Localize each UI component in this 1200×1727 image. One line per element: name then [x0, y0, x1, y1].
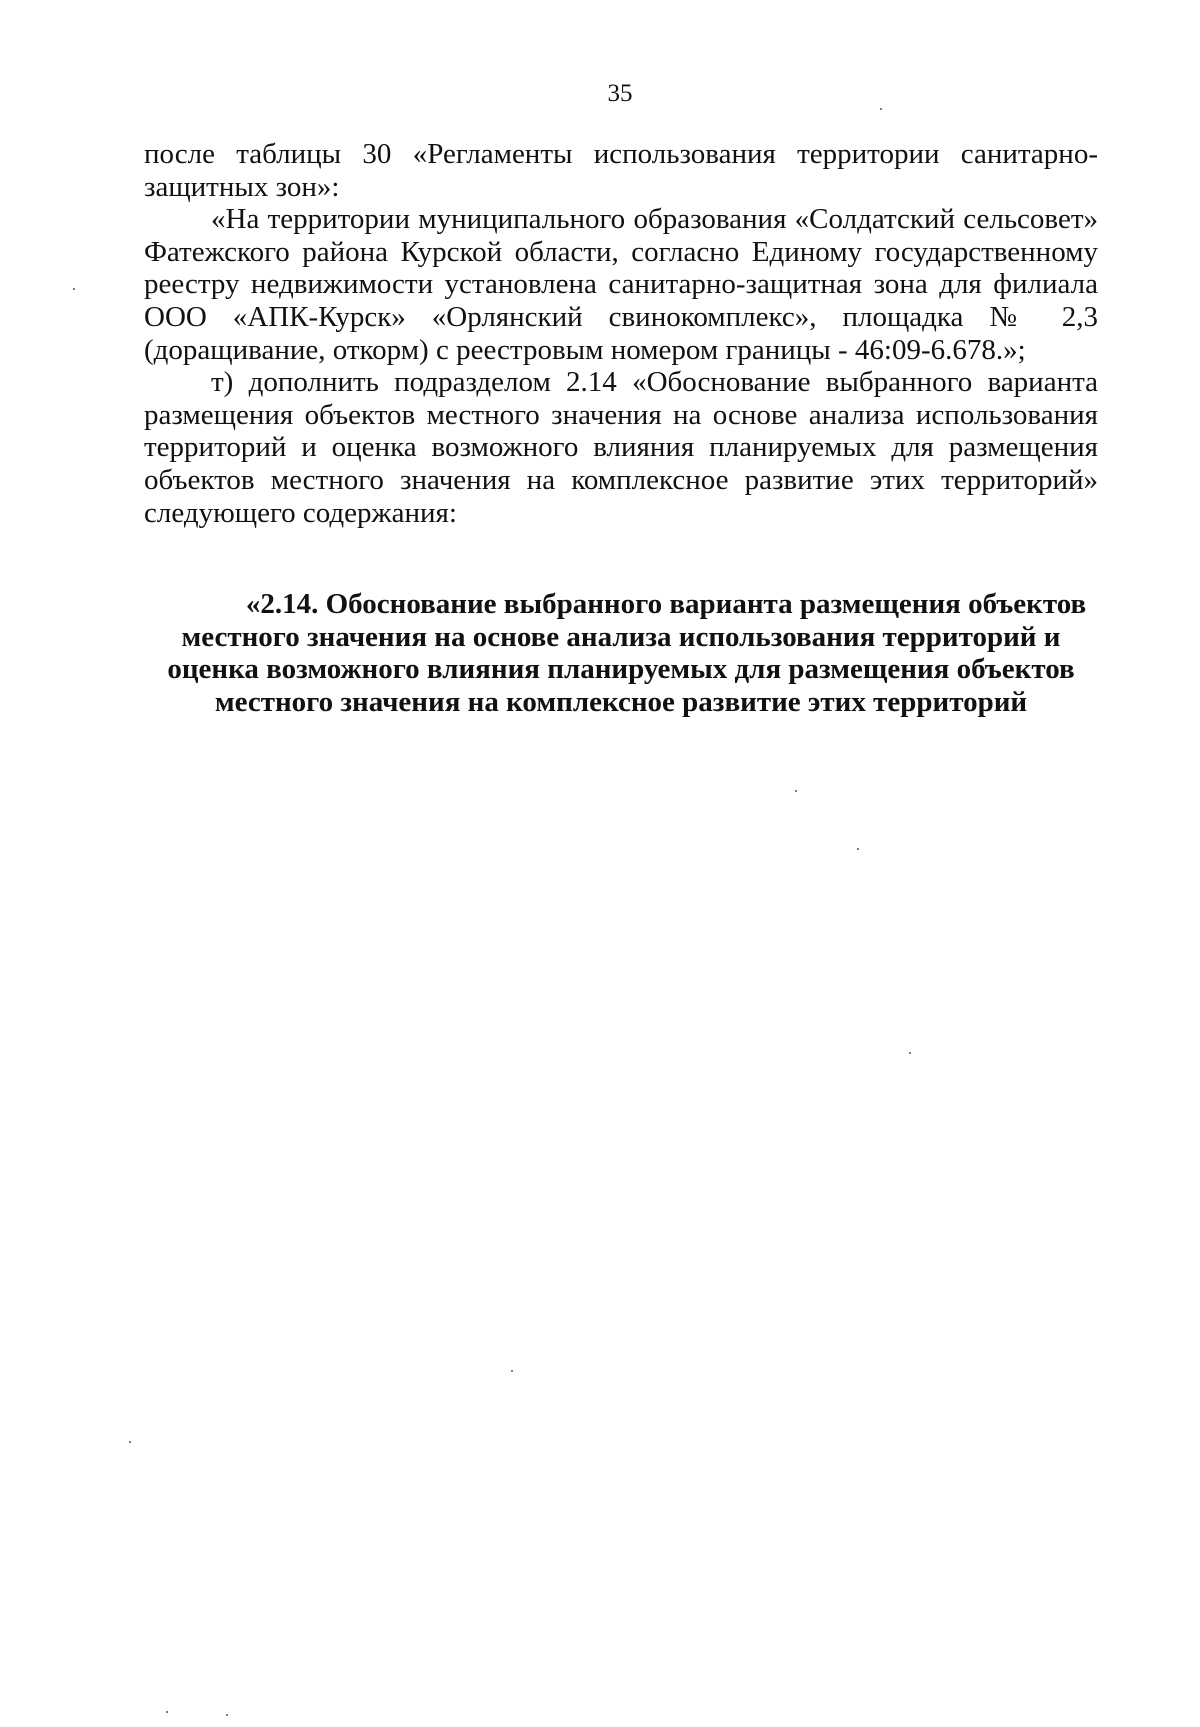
- section-heading-line: «2.14. Обоснование выбранного варианта размещения объектов: [245, 588, 1087, 620]
- scan-speck: [73, 288, 75, 290]
- scan-speck: [909, 1052, 911, 1054]
- section-heading-line: местного значения на основе анализа использования территорий и: [181, 620, 1061, 653]
- scan-speck: [226, 1714, 228, 1716]
- body-text: [144, 138, 1098, 529]
- paragraph-quote: «На территории муниципального образования «Солдатский сельсовет» Фатежского района Курской области, согласно Единому государственному реестру недвижимости установлена санитарно-защитная зона для филиала ООО «АПК-Курск» «Орлянский свинокомплекс», площадка № 2,3 (доращивание, откорм) с реестровым номером границы - 46:09-6.678.»;: [144, 203, 1098, 366]
- paragraph-amendment: т) дополнить подразделом 2.14 «Обоснование выбранного варианта размещения объектов местного значения на основе анализа использования территорий и оценка возможного влияния планируемых для размещения объектов местного значения на комплексное развитие этих территорий» следующего содержания:: [144, 366, 1098, 529]
- section-heading: [144, 588, 1098, 718]
- scan-speck: [511, 1370, 513, 1372]
- paragraph-intro: после таблицы 30 «Регламенты использования территории санитарно-защитных зон»:: [144, 138, 1098, 203]
- scan-speck: [795, 790, 797, 792]
- scan-speck: [857, 848, 859, 850]
- scan-speck: [129, 1441, 131, 1443]
- scan-speck: [880, 108, 882, 110]
- section-heading-line: оценка возможного влияния планируемых для размещения объектов: [167, 653, 1075, 686]
- section-heading-line: местного значения на комплексное развитие этих территорий: [214, 685, 1028, 718]
- page-number: 35: [607, 80, 633, 107]
- scan-speck: [166, 1711, 168, 1713]
